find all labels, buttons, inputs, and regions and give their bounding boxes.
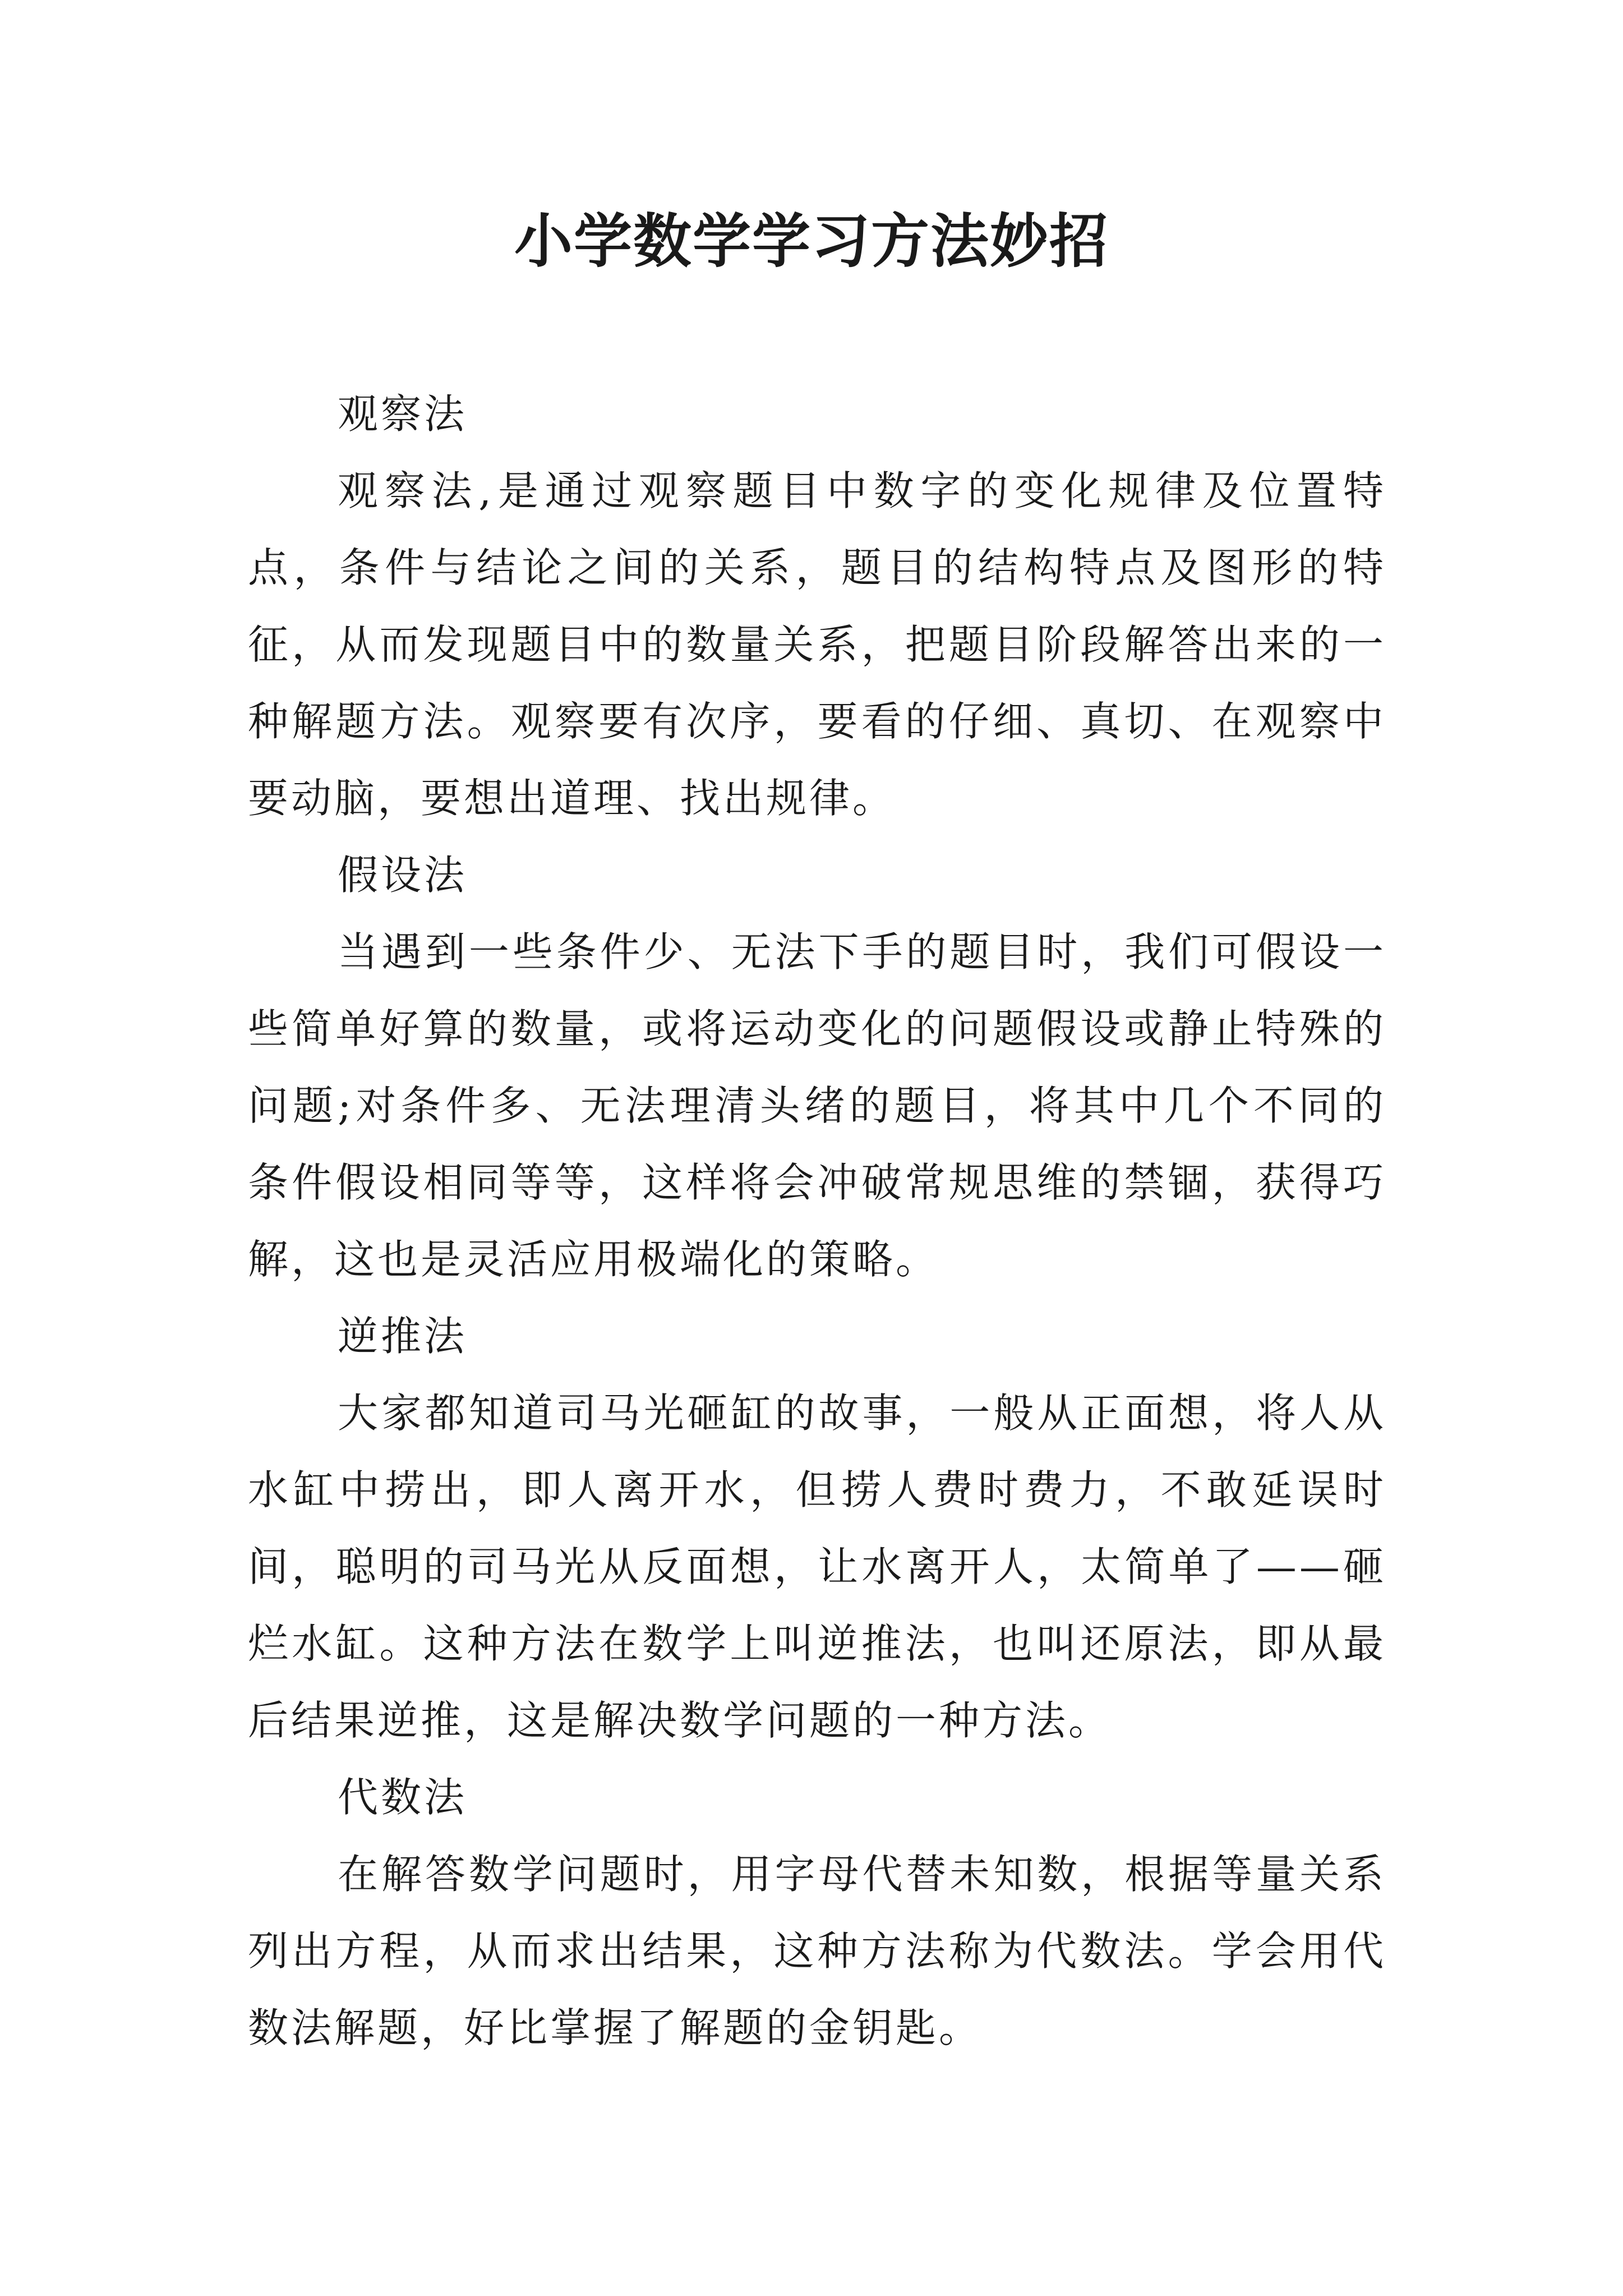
section-heading-observation: 观察法 [338,390,468,438]
section-heading-backward-reasoning: 逆推法 [338,1313,468,1360]
section-body-algebra: 在解答数学问题时，用字母代替未知数，根据等量关系列出方程，从而求出结果，这种方法称为代数法。学会用代数法解题，好比掌握了解题的金钥匙。 [248,1851,1386,2051]
section-body-hypothesis: 当遇到一些条件少、无法下手的题目时，我们可假设一些简单好算的数量，或将运动变化的问题假设或静止特殊的问题;对条件多、无法理清头绪的题目，将其中几个不同的条件假设相同等等，这样将会冲破常规思维的禁锢，获得巧解，这也是灵活应用极端化的策略。 [248,928,1386,1283]
section-heading-hypothesis: 假设法 [338,852,468,899]
document-body [248,376,1386,2067]
section-body-backward-reasoning: 大家都知道司马光砸缸的故事，一般从正面想，将人从水缸中捞出，即人离开水，但捞人费时费力，不敢延误时间，聪明的司马光从反面想，让水离开人，太简单了——砸烂水缸。这种方法在数学上叫逆推法，也叫还原法，即从最后结果逆推，这是解决数学问题的一种方法。 [248,1389,1386,1744]
section-heading-algebra: 代数法 [338,1774,468,1821]
document-title: 小学数学学习方法妙招 [514,206,1109,275]
section-body-observation: 观察法,是通过观察题目中数字的变化规律及位置特点，条件与结论之间的关系，题目的结构特点及图形的特征，从而发现题目中的数量关系，把题目阶段解答出来的一种解题方法。观察要有次序，要看的仔细、真切、在观察中要动脑，要想出道理、找出规律。 [248,467,1386,822]
